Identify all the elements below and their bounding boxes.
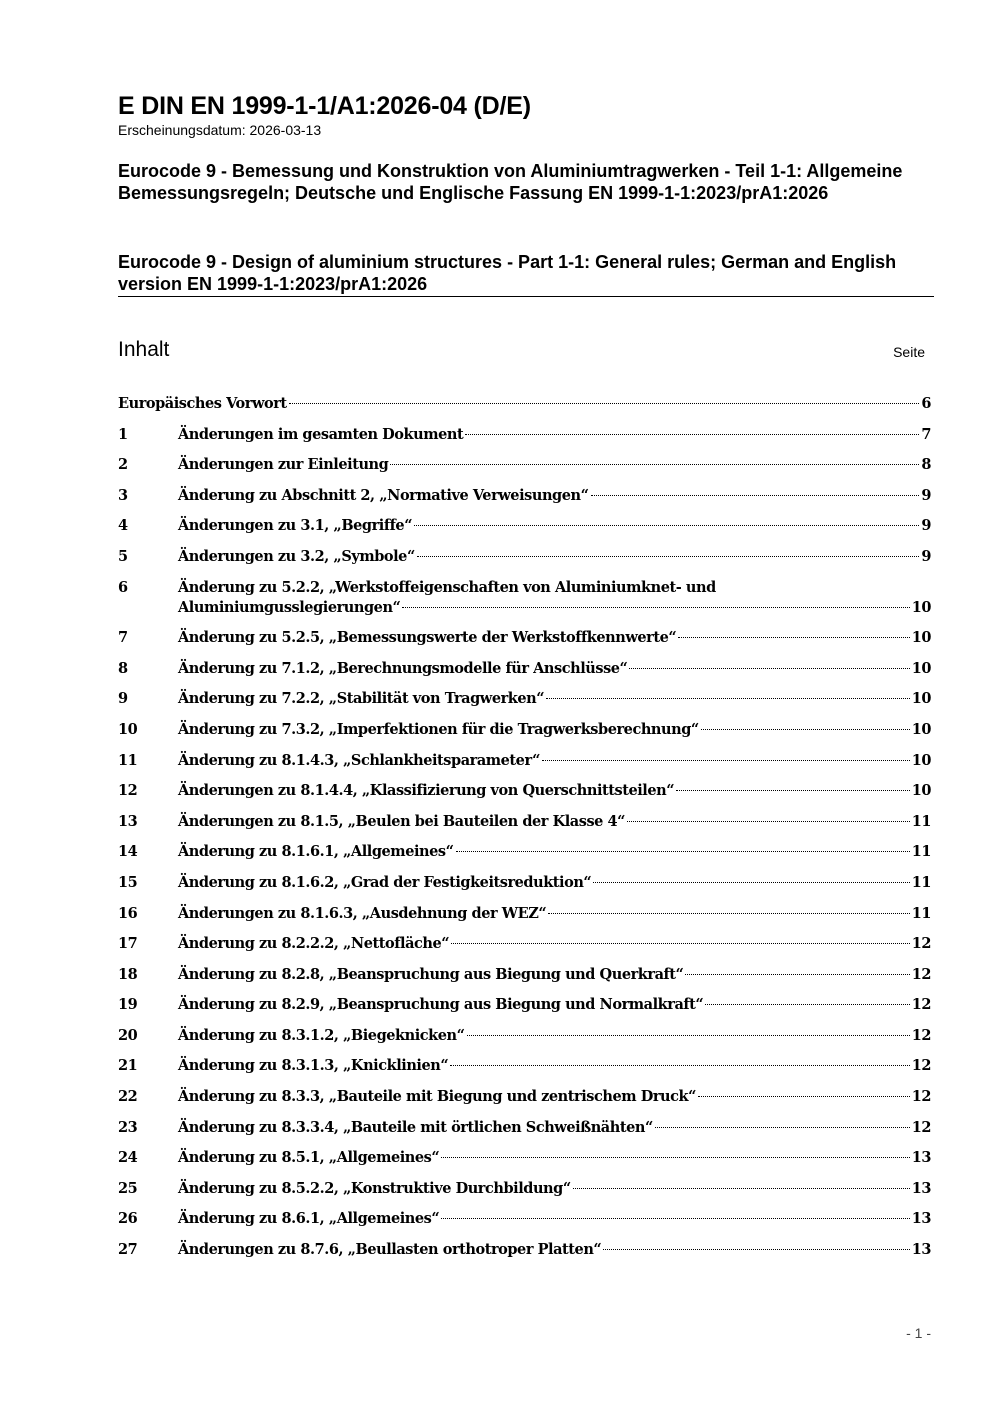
toc-entry-number: 23 (118, 1118, 138, 1136)
toc-entry-title: Änderungen zur Einleitung (178, 456, 389, 474)
toc-entry-page: 13 (911, 1149, 931, 1167)
toc-entry[interactable] (118, 965, 931, 996)
toc-entry-title: Änderung zu 7.2.2, „Stabilität von Tragwerken“ (178, 690, 545, 708)
toc-leader-dots (698, 1096, 910, 1097)
toc-entry[interactable] (118, 486, 931, 517)
toc-entry-page: 9 (921, 517, 931, 535)
toc-entry-number: 24 (118, 1149, 138, 1167)
toc-entry[interactable] (118, 394, 931, 425)
toc-entry-number: 19 (118, 996, 138, 1014)
toc-entry-title: Änderung zu 8.3.3, „Bauteile mit Biegung und zentrischem Druck“ (178, 1088, 696, 1106)
toc-leader-dots (548, 913, 909, 914)
toc-leader-dots (678, 637, 909, 638)
toc-entry[interactable] (118, 934, 931, 965)
toc-entry-title: Änderungen im gesamten Dokument (178, 425, 464, 443)
toc-entry-page: 11 (911, 873, 931, 891)
toc-entry[interactable] (118, 1209, 931, 1240)
toc-entry-title: Änderungen zu 3.2, „Symbole“ (178, 547, 415, 565)
toc-entry[interactable] (118, 1148, 931, 1179)
toc-leader-dots (414, 525, 919, 526)
toc-entry-page: 12 (911, 1057, 931, 1075)
toc-entry-title: Änderung zu 8.5.2.2, „Konstruktive Durchbildung“ (178, 1179, 571, 1197)
toc-entry-title: Änderung zu 7.1.2, „Berechnungsmodelle für Anschlüsse“ (178, 659, 628, 677)
toc-entry-number: 11 (118, 751, 138, 769)
toc-entry[interactable] (118, 1240, 931, 1271)
toc-leader-dots (685, 974, 909, 975)
toc-leader-dots (402, 607, 909, 608)
toc-entry-title: Änderung zu 8.3.1.3, „Knicklinien“ (178, 1057, 449, 1075)
toc-entry-page: 11 (911, 843, 931, 861)
toc-leader-dots (573, 1188, 910, 1189)
toc-entry-page: 10 (911, 659, 931, 677)
toc-leader-dots (593, 882, 909, 883)
toc-entry-number: 1 (118, 425, 128, 443)
toc-leader-dots (441, 1218, 909, 1219)
toc-entry-number: 22 (118, 1088, 138, 1106)
toc-entry-number: 10 (118, 720, 138, 738)
toc-entry[interactable] (118, 425, 931, 456)
toc-leader-dots (390, 464, 919, 465)
toc-entry-page: 12 (911, 935, 931, 953)
toc-entry-number: 9 (118, 690, 128, 708)
title-english: Eurocode 9 - Design of aluminium structures - Part 1-1: General rules; German and English version EN 1999-1-1:2023/prA1:2026 (118, 251, 934, 297)
toc-entry-title: Änderung zu 7.3.2, „Imperfektionen für die Tragwerksberechnung“ (178, 720, 699, 738)
toc-entry-number: 2 (118, 456, 128, 474)
toc-entry-number: 13 (118, 812, 138, 830)
toc-entry[interactable] (118, 547, 931, 578)
toc-entry-page: 10 (911, 751, 931, 769)
toc-entry-number: 16 (118, 904, 138, 922)
toc-entry-title: Änderung zu Abschnitt 2, „Normative Verweisungen“ (178, 486, 589, 504)
toc-entry-number: 26 (118, 1210, 138, 1228)
toc-entry-page: 13 (911, 1241, 931, 1259)
publication-date: Erscheinungsdatum: 2026-03-13 (118, 122, 322, 138)
toc-entry-number: 3 (118, 486, 128, 504)
toc-entry-page: 12 (911, 1088, 931, 1106)
toc-entry-page: 12 (911, 996, 931, 1014)
toc-entry-title: Änderungen zu 8.1.4.4, „Klassifizierung von Querschnittsteilen“ (178, 782, 675, 800)
toc-entry[interactable] (118, 1118, 931, 1149)
toc-entry[interactable] (118, 1056, 931, 1087)
toc-entry-number: 25 (118, 1179, 138, 1197)
toc-entry[interactable] (118, 751, 931, 782)
toc-entry-number: 7 (118, 629, 128, 647)
toc-entry[interactable] (118, 659, 931, 690)
toc-entry[interactable] (118, 516, 931, 547)
toc-entry[interactable] (118, 578, 931, 629)
toc-leader-dots (441, 1157, 909, 1158)
toc-entry-title: Änderung zu 8.3.1.2, „Biegeknicken“ (178, 1026, 465, 1044)
toc-entry-title: Änderung zu 8.2.9, „Beanspruchung aus Biegung und Normalkraft“ (178, 996, 704, 1014)
toc-entry-number: 4 (118, 517, 128, 535)
toc-entry-number: 15 (118, 873, 138, 891)
toc-entry-number: 5 (118, 547, 128, 565)
toc-entry[interactable] (118, 455, 931, 486)
toc-entry-page: 10 (911, 690, 931, 708)
toc-entry-title: Änderung zu 8.5.1, „Allgemeines“ (178, 1149, 440, 1167)
toc-entry-page: 10 (911, 720, 931, 738)
toc-entry-title: Änderung zu 8.2.8, „Beanspruchung aus Biegung und Querkraft“ (178, 965, 684, 983)
toc-entry[interactable] (118, 812, 931, 843)
toc-entry-title: Änderung zu 8.3.3.4, „Bauteile mit örtlichen Schweißnähten“ (178, 1118, 653, 1136)
page-number: - 1 - (906, 1325, 931, 1341)
toc-leader-dots (289, 403, 920, 404)
toc-entry[interactable] (118, 1179, 931, 1210)
toc-entry-number: 12 (118, 782, 138, 800)
toc-entry-page: 9 (921, 547, 931, 565)
toc-leader-dots (546, 698, 910, 699)
toc-entry-title-line1: Änderung zu 5.2.2, „Werkstoffeigenschaften von Aluminiumknet- und (178, 578, 716, 596)
toc-entry-page: 11 (911, 904, 931, 922)
toc-leader-dots (450, 1065, 909, 1066)
toc-entry[interactable] (118, 842, 931, 873)
toc-entry-title: Änderung zu 8.1.4.3, „Schlankheitsparameter“ (178, 751, 541, 769)
toc-entry-page: 12 (911, 965, 931, 983)
toc-entry-number: 6 (118, 578, 128, 596)
toc-entry[interactable] (118, 628, 931, 659)
toc-entry-title: Änderungen zu 8.1.6.3, „Ausdehnung der WEZ“ (178, 904, 547, 922)
toc-entry-title: Änderung zu 5.2.5, „Bemessungswerte der Werkstoffkennwerte“ (178, 629, 677, 647)
toc-leader-dots (629, 668, 909, 669)
toc-entry-page: 13 (911, 1210, 931, 1228)
toc-entry[interactable] (118, 720, 931, 751)
toc-entry-page: 10 (911, 598, 931, 616)
toc-leader-dots (705, 1004, 909, 1005)
toc-entry-title: Änderung zu 8.6.1, „Allgemeines“ (178, 1210, 440, 1228)
toc-entry-number: 18 (118, 965, 138, 983)
toc-entry-title: Änderung zu 8.2.2.2, „Nettofläche“ (178, 935, 450, 953)
toc-entry-page: 13 (911, 1179, 931, 1197)
toc-entry[interactable] (118, 1087, 931, 1118)
toc-entry-page: 11 (911, 812, 931, 830)
toc-entry-title: Aluminiumgusslegierungen“ (178, 598, 401, 616)
toc-entry-page: 12 (911, 1118, 931, 1136)
toc-entry-title: Änderungen zu 3.1, „Begriffe“ (178, 517, 413, 535)
toc-entry-number: 21 (118, 1057, 138, 1075)
toc-entry[interactable] (118, 689, 931, 720)
toc-leader-dots (417, 556, 920, 557)
toc-leader-dots (465, 434, 919, 435)
toc-leader-dots (467, 1035, 910, 1036)
toc-leader-dots (627, 821, 910, 822)
toc-entry-title: Europäisches Vorwort (118, 395, 287, 412)
toc-leader-dots (603, 1249, 909, 1250)
toc-entry-page: 12 (911, 1026, 931, 1044)
toc-leader-dots (701, 729, 910, 730)
toc-entry-title: Änderung zu 8.1.6.1, „Allgemeines“ (178, 843, 454, 861)
toc-entry-page: 10 (911, 629, 931, 647)
toc-entry-number: 20 (118, 1026, 138, 1044)
table-of-contents (118, 394, 931, 1271)
toc-entry-title: Änderungen zu 8.1.5, „Beulen bei Bauteilen der Klasse 4“ (178, 812, 626, 830)
toc-entry[interactable] (118, 995, 931, 1026)
toc-entry[interactable] (118, 1026, 931, 1057)
toc-leader-dots (542, 760, 910, 761)
toc-leader-dots (655, 1127, 910, 1128)
toc-leader-dots (676, 790, 910, 791)
contents-heading: Inhalt (118, 338, 170, 361)
toc-leader-dots (451, 943, 910, 944)
toc-entry-page: 8 (921, 456, 931, 474)
toc-leader-dots (591, 495, 920, 496)
toc-entry-page: 9 (921, 486, 931, 504)
title-german: Eurocode 9 - Bemessung und Konstruktion von Aluminiumtragwerken - Teil 1-1: Allgemeine Bemessungsregeln; Deutsche und Englische Fassung EN 1999-1-1:2023/prA1:2026 (118, 161, 903, 203)
toc-entry-number: 27 (118, 1241, 138, 1259)
toc-entry-page: 6 (921, 395, 931, 412)
toc-entry-number: 17 (118, 935, 138, 953)
toc-entry-page: 7 (921, 425, 931, 443)
toc-entry[interactable] (118, 781, 931, 812)
toc-entry-page: 10 (911, 782, 931, 800)
toc-entry[interactable] (118, 904, 931, 935)
toc-entry[interactable] (118, 873, 931, 904)
page-column-label: Seite (893, 344, 925, 360)
toc-leader-dots (456, 851, 910, 852)
toc-entry-number: 14 (118, 843, 138, 861)
toc-entry-title: Änderungen zu 8.7.6, „Beullasten orthotroper Platten“ (178, 1241, 602, 1259)
toc-entry-number: 8 (118, 659, 128, 677)
toc-entry-title: Änderung zu 8.1.6.2, „Grad der Festigkeitsreduktion“ (178, 873, 592, 891)
document-id: E DIN EN 1999-1-1/A1:2026-04 (D/E) (118, 92, 531, 120)
